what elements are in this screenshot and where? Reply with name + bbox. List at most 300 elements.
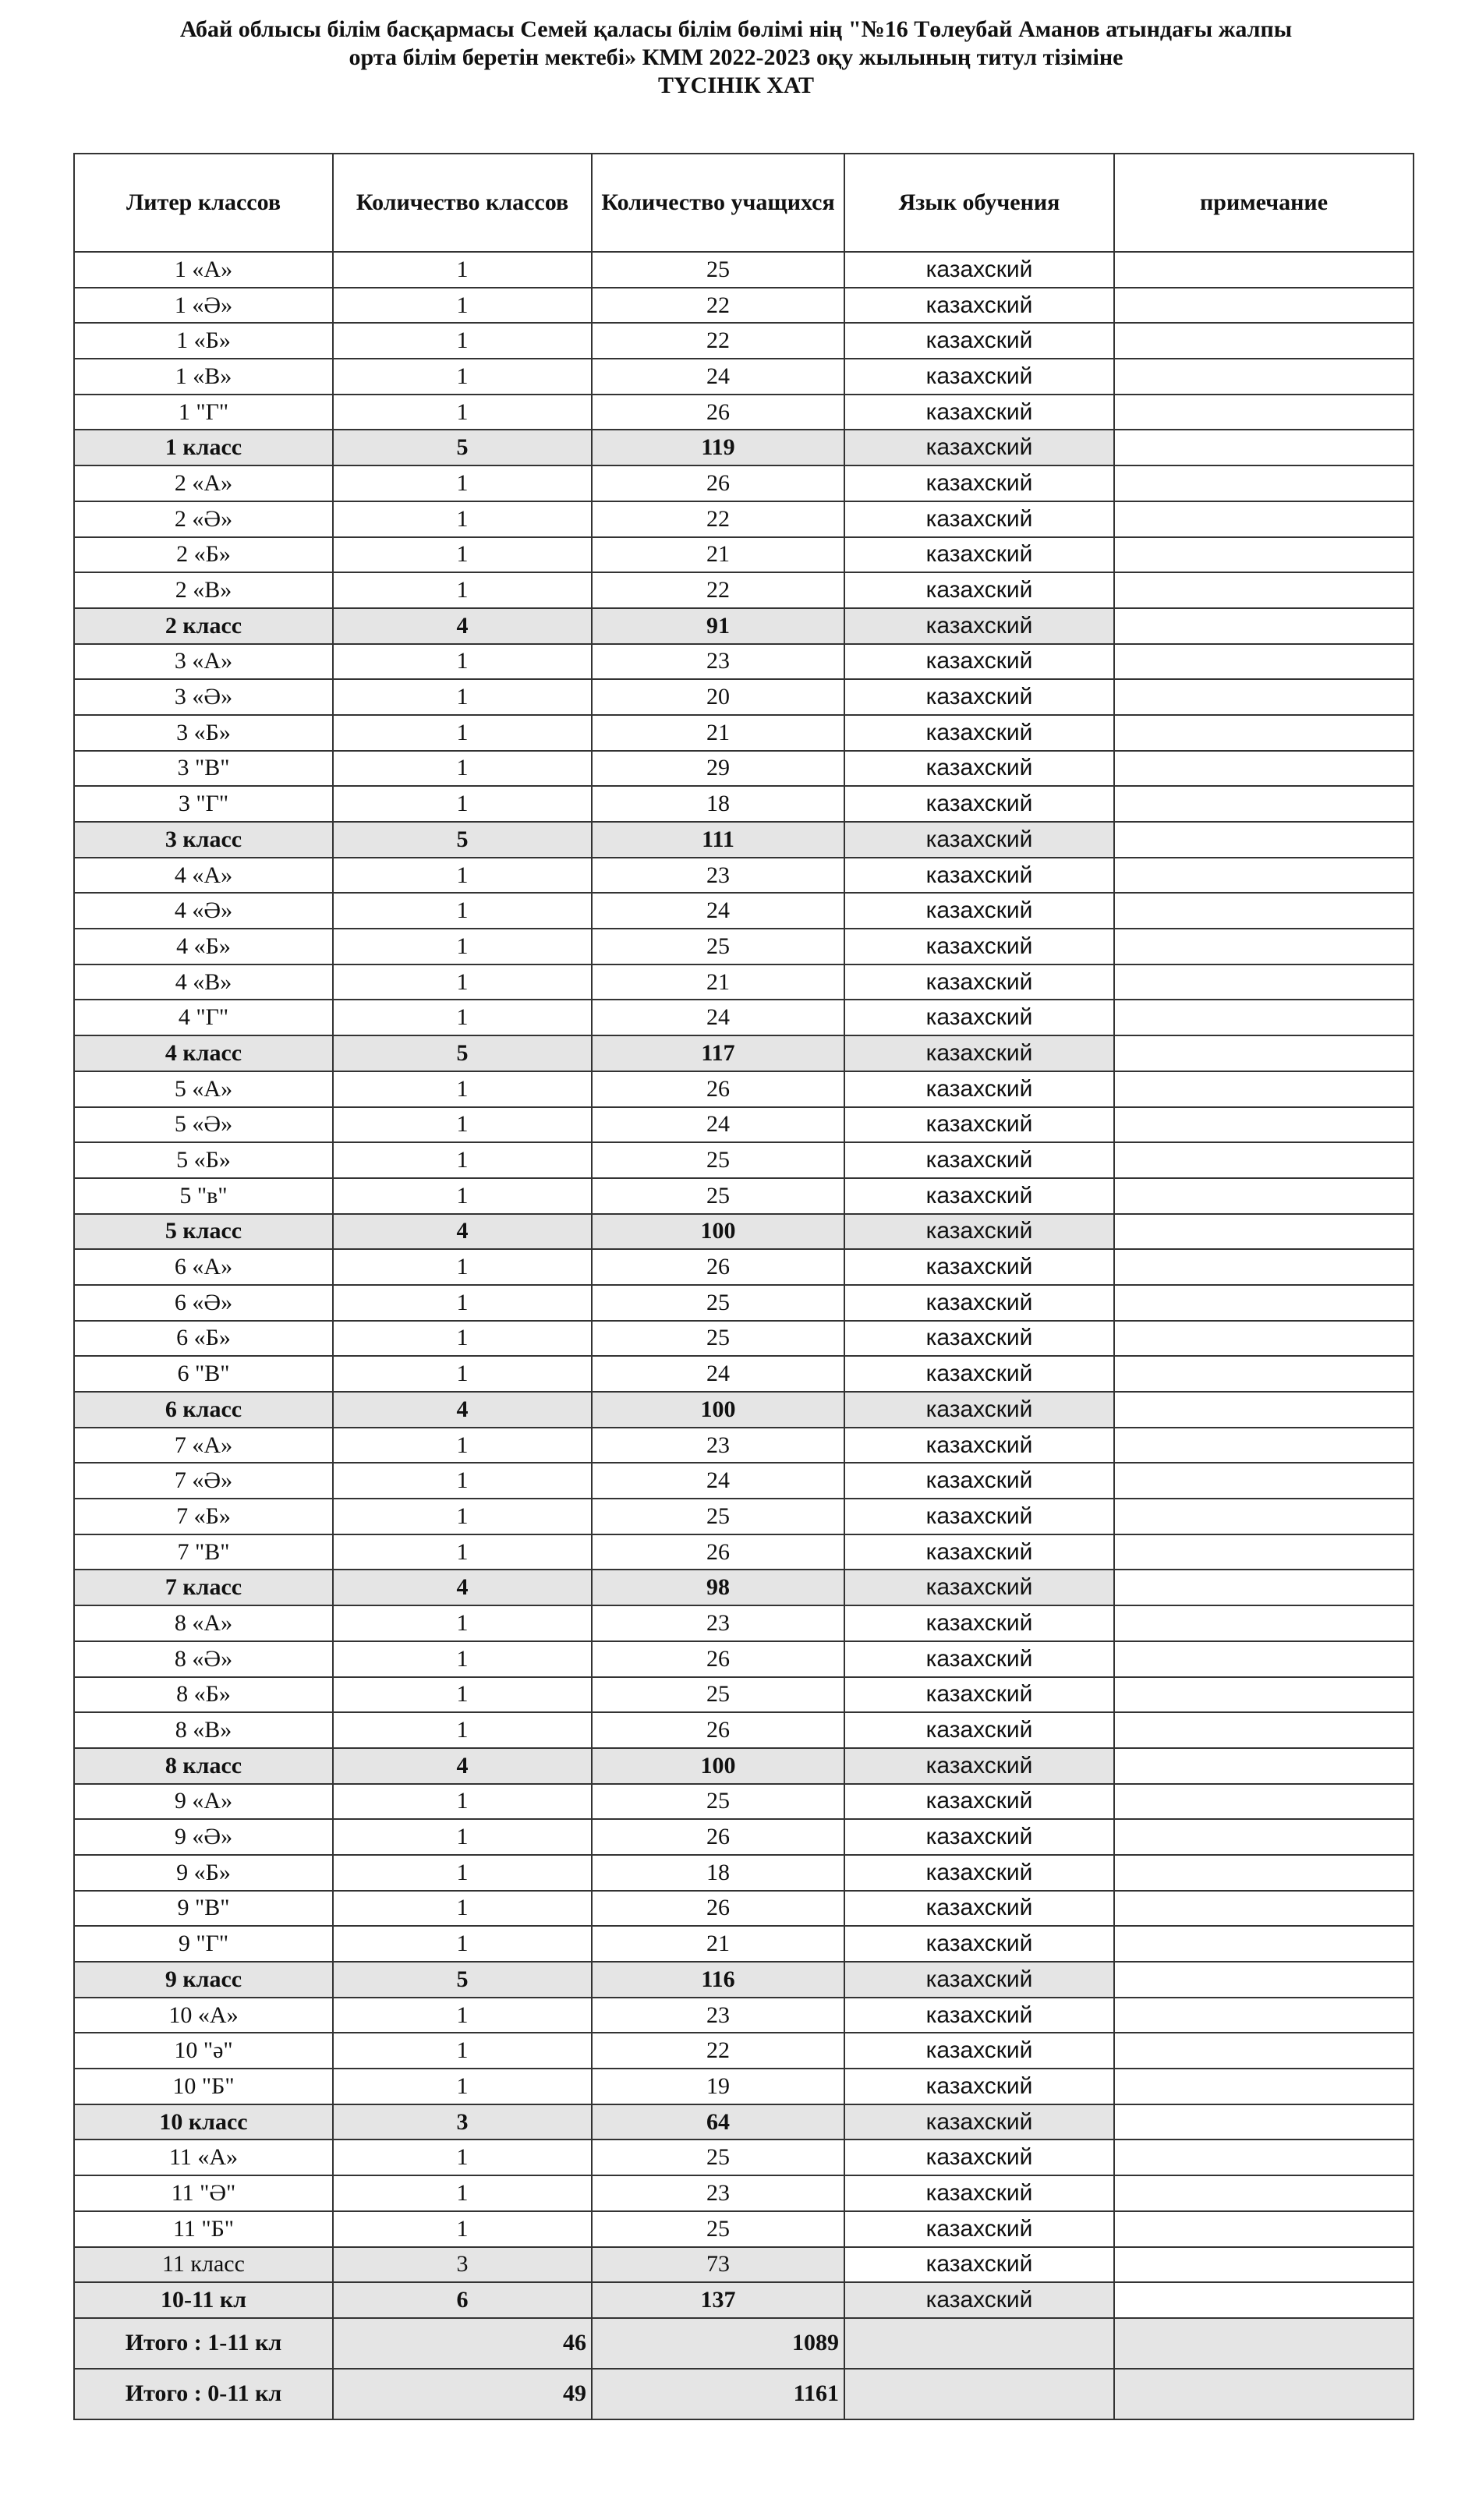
cell-note — [1114, 1107, 1414, 1143]
cell-note — [1114, 964, 1414, 1000]
table-row — [74, 1321, 1414, 1357]
cell-liter: 6 «А» — [74, 1249, 333, 1285]
cell-class-count: 1 — [333, 1712, 592, 1748]
col-header-class-count: Количество классов — [333, 154, 592, 252]
cell-student-count: 24 — [592, 1000, 844, 1035]
cell-student-count: 25 — [592, 2140, 844, 2175]
cell-liter: 11 класс — [74, 2247, 333, 2283]
cell-class-count: 1 — [333, 465, 592, 501]
cell-note — [1114, 572, 1414, 608]
cell-language: казахский — [844, 644, 1114, 680]
cell-student-count: 24 — [592, 359, 844, 395]
cell-language: казахский — [844, 1891, 1114, 1927]
cell-class-count: 1 — [333, 715, 592, 751]
cell-class-count: 1 — [333, 858, 592, 894]
cell-liter: 3 «А» — [74, 644, 333, 680]
cell-note — [1114, 893, 1414, 929]
cell-liter: 5 "в" — [74, 1178, 333, 1214]
cell-liter: 2 «А» — [74, 465, 333, 501]
cell-language: казахский — [844, 537, 1114, 573]
table-row — [74, 858, 1414, 894]
subtotal-row — [74, 1035, 1414, 1071]
table-row — [74, 1677, 1414, 1713]
cell-class-count: 1 — [333, 359, 592, 395]
cell-student-count: 21 — [592, 964, 844, 1000]
cell-liter: 7 «Б» — [74, 1499, 333, 1534]
cell-note — [1114, 1891, 1414, 1927]
cell-class-count: 1 — [333, 1463, 592, 1499]
cell-student-count: 26 — [592, 1534, 844, 1570]
subtotal-row — [74, 1748, 1414, 1784]
cell-language: казахский — [844, 1499, 1114, 1534]
cell-language: казахский — [844, 1748, 1114, 1784]
cell-liter: 8 «А» — [74, 1605, 333, 1641]
cell-note — [1114, 715, 1414, 751]
cell-class-count: 1 — [333, 644, 592, 680]
cell-language: казахский — [844, 1249, 1114, 1285]
table-row — [74, 893, 1414, 929]
cell-liter: 11 «А» — [74, 2140, 333, 2175]
cell-note — [1114, 608, 1414, 644]
cell-class-count: 1 — [333, 323, 592, 359]
cell-language: казахский — [844, 1428, 1114, 1464]
header-title: ТҮСІНІК ХАТ — [658, 73, 814, 98]
cell-class-count: 1 — [333, 1784, 592, 1820]
cell-liter: 4 "Г" — [74, 1000, 333, 1035]
cell-liter: 4 «В» — [74, 964, 333, 1000]
table-row — [74, 1819, 1414, 1855]
cell-class-count: 1 — [333, 786, 592, 822]
table-row — [74, 929, 1414, 964]
cell-liter: 11 "Ә" — [74, 2175, 333, 2211]
cell-note — [1114, 1249, 1414, 1285]
cell-liter: 2 «Ә» — [74, 501, 333, 537]
table-row — [74, 2211, 1414, 2247]
cell-liter: 2 «В» — [74, 572, 333, 608]
cell-liter: Итого : 0-11 кл — [74, 2369, 333, 2419]
col-header-language: Язык обучения — [844, 154, 1114, 252]
cell-liter: 1 «Б» — [74, 323, 333, 359]
cell-student-count: 137 — [592, 2282, 844, 2318]
table-row — [74, 395, 1414, 430]
cell-liter: 2 класс — [74, 608, 333, 644]
cell-student-count: 29 — [592, 751, 844, 787]
cell-note — [1114, 2140, 1414, 2175]
cell-liter: 7 "В" — [74, 1534, 333, 1570]
table-row — [74, 2175, 1414, 2211]
table-row — [74, 1000, 1414, 1035]
cell-student-count: 1089 — [592, 2318, 844, 2369]
cell-student-count: 22 — [592, 2033, 844, 2069]
cell-language: казахский — [844, 679, 1114, 715]
cell-note — [1114, 501, 1414, 537]
cell-student-count: 25 — [592, 1142, 844, 1178]
cell-class-count: 1 — [333, 751, 592, 787]
cell-student-count: 18 — [592, 786, 844, 822]
cell-student-count: 24 — [592, 1356, 844, 1392]
table-row — [74, 1463, 1414, 1499]
cell-language: казахский — [844, 1534, 1114, 1570]
cell-note — [1114, 252, 1414, 288]
cell-note — [1114, 1962, 1414, 1998]
table-row — [74, 1784, 1414, 1820]
cell-liter: 11 "Б" — [74, 2211, 333, 2247]
cell-language: казахский — [844, 1000, 1114, 1035]
col-header-student-count: Количество учащихся — [592, 154, 844, 252]
cell-liter: 1 «А» — [74, 252, 333, 288]
cell-note — [1114, 1463, 1414, 1499]
cell-liter: 1 «В» — [74, 359, 333, 395]
cell-student-count: 100 — [592, 1214, 844, 1250]
cell-language: казахский — [844, 1035, 1114, 1071]
cell-class-count: 1 — [333, 893, 592, 929]
cell-class-count: 1 — [333, 2033, 592, 2069]
cell-language: казахский — [844, 929, 1114, 964]
cell-liter: 7 класс — [74, 1570, 333, 1605]
cell-student-count: 22 — [592, 501, 844, 537]
cell-student-count: 119 — [592, 430, 844, 465]
table-row — [74, 1926, 1414, 1962]
table-row — [74, 252, 1414, 288]
table-row — [74, 715, 1414, 751]
cell-note — [1114, 751, 1414, 787]
table-row — [74, 1107, 1414, 1143]
cell-student-count: 64 — [592, 2104, 844, 2140]
cell-note — [1114, 1748, 1414, 1784]
cell-language: казахский — [844, 1071, 1114, 1107]
cell-liter: 5 «А» — [74, 1071, 333, 1107]
cell-student-count: 25 — [592, 1677, 844, 1713]
col-header-note: примечание — [1114, 154, 1414, 252]
cell-note — [1114, 2033, 1414, 2069]
table-row — [74, 1428, 1414, 1464]
cell-class-count: 4 — [333, 1214, 592, 1250]
cell-language: казахский — [844, 1107, 1114, 1143]
cell-class-count: 1 — [333, 1142, 592, 1178]
cell-student-count: 21 — [592, 715, 844, 751]
cell-liter: 5 класс — [74, 1214, 333, 1250]
cell-language: казахский — [844, 1142, 1114, 1178]
cell-class-count: 4 — [333, 1392, 592, 1428]
total-row — [74, 2318, 1414, 2369]
cell-language: казахский — [844, 1855, 1114, 1891]
cell-student-count: 18 — [592, 1855, 844, 1891]
cell-note — [1114, 1035, 1414, 1071]
cell-language: казахский — [844, 1321, 1114, 1357]
cell-language: казахский — [844, 2175, 1114, 2211]
table-row — [74, 1534, 1414, 1570]
cell-class-count: 49 — [333, 2369, 592, 2419]
cell-student-count: 23 — [592, 2175, 844, 2211]
table-row — [74, 644, 1414, 680]
cell-class-count: 4 — [333, 1748, 592, 1784]
cell-liter: 3 «Б» — [74, 715, 333, 751]
table-row — [74, 1499, 1414, 1534]
cell-student-count: 20 — [592, 679, 844, 715]
table-row — [74, 2140, 1414, 2175]
cell-language: казахский — [844, 1356, 1114, 1392]
cell-language: казахский — [844, 572, 1114, 608]
cell-class-count: 1 — [333, 1321, 592, 1357]
cell-note — [1114, 1499, 1414, 1534]
cell-language: казахский — [844, 252, 1114, 288]
cell-student-count: 98 — [592, 1570, 844, 1605]
cell-liter: 8 «В» — [74, 1712, 333, 1748]
table-row — [74, 1285, 1414, 1321]
table-row — [74, 1356, 1414, 1392]
cell-note — [1114, 1819, 1414, 1855]
cell-student-count: 26 — [592, 1819, 844, 1855]
cell-liter: Итого : 1-11 кл — [74, 2318, 333, 2369]
col-header-liter: Литер классов — [74, 154, 333, 252]
cell-liter: 3 «Ә» — [74, 679, 333, 715]
cell-note — [1114, 323, 1414, 359]
cell-class-count: 1 — [333, 1998, 592, 2033]
cell-liter: 5 «Б» — [74, 1142, 333, 1178]
table-row — [74, 1178, 1414, 1214]
cell-liter: 10 класс — [74, 2104, 333, 2140]
cell-note — [1114, 430, 1414, 465]
cell-language: казахский — [844, 822, 1114, 858]
table-row — [74, 1605, 1414, 1641]
cell-class-count: 1 — [333, 1677, 592, 1713]
cell-student-count: 26 — [592, 1249, 844, 1285]
cell-note — [1114, 1534, 1414, 1570]
header-line-1: Абай облысы білім басқармасы Семей қаласы білім бөлімі нің "№16 Төлеубай Аманов атындағы жалпы — [179, 16, 1293, 42]
cell-note — [1114, 2069, 1414, 2104]
cell-class-count: 1 — [333, 964, 592, 1000]
cell-note — [1114, 679, 1414, 715]
cell-language: казахский — [844, 1285, 1114, 1321]
cell-language — [844, 2369, 1114, 2419]
cell-liter: 1 "Г" — [74, 395, 333, 430]
cell-liter: 6 «Б» — [74, 1321, 333, 1357]
cell-student-count: 26 — [592, 395, 844, 430]
cell-class-count: 1 — [333, 501, 592, 537]
subtotal-row — [74, 2104, 1414, 2140]
cell-language: казахский — [844, 1570, 1114, 1605]
cell-language: казахский — [844, 2247, 1114, 2283]
table-row — [74, 786, 1414, 822]
cell-language: казахский — [844, 1677, 1114, 1713]
class-list-table — [73, 153, 1414, 2420]
table-row — [74, 359, 1414, 395]
cell-liter: 8 «Б» — [74, 1677, 333, 1713]
cell-student-count: 1161 — [592, 2369, 844, 2419]
cell-student-count: 25 — [592, 929, 844, 964]
cell-class-count: 1 — [333, 288, 592, 324]
cell-liter: 10-11 кл — [74, 2282, 333, 2318]
cell-student-count: 73 — [592, 2247, 844, 2283]
subtotal-row — [74, 608, 1414, 644]
cell-language: казахский — [844, 430, 1114, 465]
table-row — [74, 572, 1414, 608]
cell-note — [1114, 2318, 1414, 2369]
cell-student-count: 25 — [592, 1321, 844, 1357]
cell-class-count: 5 — [333, 1035, 592, 1071]
cell-language: казахский — [844, 1178, 1114, 1214]
cell-student-count: 21 — [592, 537, 844, 573]
cell-language — [844, 2318, 1114, 2369]
cell-student-count: 26 — [592, 1641, 844, 1677]
cell-note — [1114, 858, 1414, 894]
cell-student-count: 100 — [592, 1748, 844, 1784]
cell-student-count: 25 — [592, 252, 844, 288]
cell-note — [1114, 1178, 1414, 1214]
cell-language: казахский — [844, 2140, 1114, 2175]
table-row — [74, 1855, 1414, 1891]
cell-language: казахский — [844, 858, 1114, 894]
cell-language: казахский — [844, 1641, 1114, 1677]
cell-class-count: 1 — [333, 1926, 592, 1962]
cell-liter: 8 «Ә» — [74, 1641, 333, 1677]
cell-note — [1114, 2104, 1414, 2140]
cell-note — [1114, 2282, 1414, 2318]
cell-language: казахский — [844, 395, 1114, 430]
cell-student-count: 26 — [592, 465, 844, 501]
cell-class-count: 5 — [333, 822, 592, 858]
cell-class-count: 1 — [333, 1534, 592, 1570]
cell-student-count: 22 — [592, 323, 844, 359]
cell-language: казахский — [844, 501, 1114, 537]
cell-class-count: 3 — [333, 2104, 592, 2140]
cell-liter: 10 «А» — [74, 1998, 333, 2033]
cell-liter: 7 «А» — [74, 1428, 333, 1464]
cell-note — [1114, 1392, 1414, 1428]
cell-note — [1114, 2369, 1414, 2419]
cell-class-count: 1 — [333, 1641, 592, 1677]
cell-class-count: 4 — [333, 1570, 592, 1605]
cell-note — [1114, 1142, 1414, 1178]
cell-student-count: 23 — [592, 1998, 844, 2033]
table-row — [74, 679, 1414, 715]
cell-student-count: 25 — [592, 1784, 844, 1820]
table-row — [74, 1712, 1414, 1748]
cell-language: казахский — [844, 964, 1114, 1000]
cell-language: казахский — [844, 2033, 1114, 2069]
cell-student-count: 25 — [592, 2211, 844, 2247]
cell-note — [1114, 1570, 1414, 1605]
cell-class-count: 46 — [333, 2318, 592, 2369]
cell-student-count: 22 — [592, 288, 844, 324]
cell-liter: 8 класс — [74, 1748, 333, 1784]
table-row — [74, 537, 1414, 573]
table-row — [74, 1142, 1414, 1178]
cell-language: казахский — [844, 1962, 1114, 1998]
cell-class-count: 5 — [333, 430, 592, 465]
table-row — [74, 465, 1414, 501]
cell-note — [1114, 1641, 1414, 1677]
cell-student-count: 23 — [592, 1605, 844, 1641]
cell-language: казахский — [844, 715, 1114, 751]
cell-class-count: 1 — [333, 2069, 592, 2104]
total-row — [74, 2369, 1414, 2419]
cell-liter: 4 «А» — [74, 858, 333, 894]
cell-class-count: 1 — [333, 2211, 592, 2247]
cell-liter: 1 класс — [74, 430, 333, 465]
cell-note — [1114, 822, 1414, 858]
cell-liter: 9 «Ә» — [74, 1819, 333, 1855]
cell-language: казахский — [844, 1819, 1114, 1855]
table-row — [74, 323, 1414, 359]
cell-student-count: 19 — [592, 2069, 844, 2104]
cell-class-count: 1 — [333, 252, 592, 288]
cell-liter: 10 "ә" — [74, 2033, 333, 2069]
cell-language: казахский — [844, 751, 1114, 787]
table-row — [74, 1249, 1414, 1285]
cell-liter: 6 "В" — [74, 1356, 333, 1392]
cell-liter: 4 класс — [74, 1035, 333, 1071]
table-row — [74, 1641, 1414, 1677]
cell-student-count: 26 — [592, 1071, 844, 1107]
table-row — [74, 1891, 1414, 1927]
cell-liter: 5 «Ә» — [74, 1107, 333, 1143]
cell-class-count: 1 — [333, 1178, 592, 1214]
table-row — [74, 751, 1414, 787]
cell-note — [1114, 786, 1414, 822]
cell-student-count: 25 — [592, 1285, 844, 1321]
table-header-row — [74, 154, 1414, 252]
cell-language: казахский — [844, 1463, 1114, 1499]
cell-note — [1114, 1926, 1414, 1962]
cell-student-count: 117 — [592, 1035, 844, 1071]
cell-language: казахский — [844, 893, 1114, 929]
cell-class-count: 1 — [333, 1428, 592, 1464]
cell-note — [1114, 359, 1414, 395]
cell-language: казахский — [844, 2069, 1114, 2104]
cell-note — [1114, 1321, 1414, 1357]
cell-note — [1114, 2211, 1414, 2247]
cell-class-count: 1 — [333, 1071, 592, 1107]
cell-liter: 7 «Ә» — [74, 1463, 333, 1499]
cell-class-count: 1 — [333, 537, 592, 573]
cell-note — [1114, 1784, 1414, 1820]
cell-class-count: 6 — [333, 2282, 592, 2318]
cell-student-count: 25 — [592, 1178, 844, 1214]
cell-note — [1114, 1356, 1414, 1392]
cell-note — [1114, 465, 1414, 501]
subtotal-row — [74, 822, 1414, 858]
table-row — [74, 1071, 1414, 1107]
cell-student-count: 25 — [592, 1499, 844, 1534]
cell-note — [1114, 288, 1414, 324]
cell-class-count: 1 — [333, 929, 592, 964]
cell-student-count: 26 — [592, 1712, 844, 1748]
cell-student-count: 26 — [592, 1891, 844, 1927]
cell-student-count: 23 — [592, 644, 844, 680]
table-row — [74, 501, 1414, 537]
subtotal-row — [74, 2282, 1414, 2318]
cell-note — [1114, 929, 1414, 964]
cell-language: казахский — [844, 1712, 1114, 1748]
cell-liter: 9 класс — [74, 1962, 333, 1998]
cell-class-count: 1 — [333, 1605, 592, 1641]
cell-student-count: 116 — [592, 1962, 844, 1998]
table-row — [74, 2069, 1414, 2104]
cell-liter: 9 «А» — [74, 1784, 333, 1820]
cell-class-count: 1 — [333, 1107, 592, 1143]
table-row — [74, 288, 1414, 324]
cell-class-count: 1 — [333, 2140, 592, 2175]
cell-language: казахский — [844, 1392, 1114, 1428]
cell-liter: 3 "В" — [74, 751, 333, 787]
cell-class-count: 5 — [333, 1962, 592, 1998]
cell-language: казахский — [844, 608, 1114, 644]
cell-note — [1114, 537, 1414, 573]
cell-language: казахский — [844, 1214, 1114, 1250]
cell-note — [1114, 395, 1414, 430]
cell-liter: 9 "В" — [74, 1891, 333, 1927]
